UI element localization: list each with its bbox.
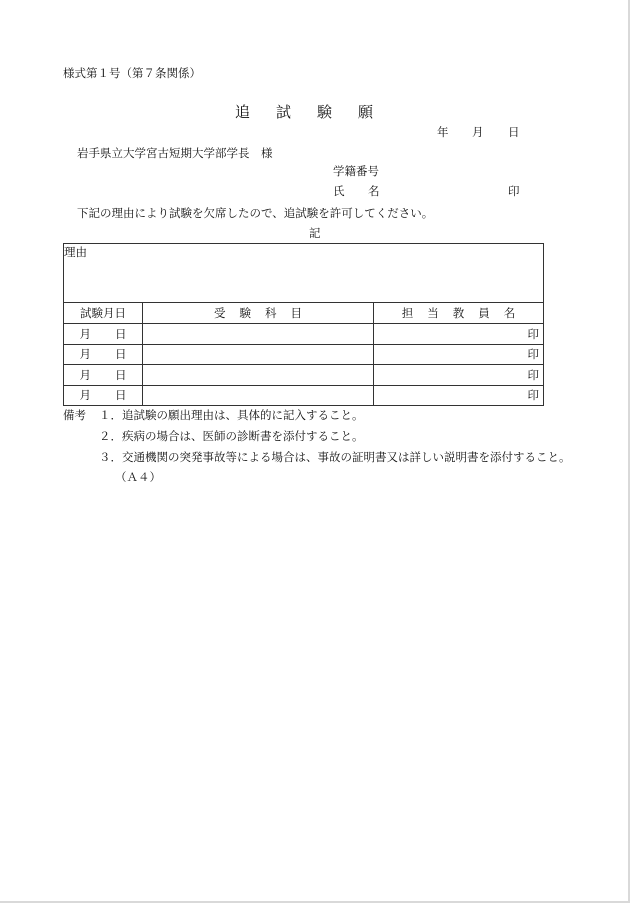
student-id-label: 学籍番号	[333, 164, 379, 178]
date-cell[interactable]: 月 日	[64, 344, 143, 365]
date-year-label: 年	[437, 125, 449, 139]
form-number: 様式第１号（第７条関係）	[63, 66, 201, 80]
col-header-date: 試験月日	[64, 303, 143, 324]
date-month-label: 月	[472, 125, 484, 139]
note-item: ３．交通機関の突発事故等による場合は、事故の証明書又は詳しい説明書を添付すること。	[99, 450, 571, 464]
date-cell[interactable]: 月 日	[64, 365, 143, 386]
col-header-teacher: 担 当 教 員 名	[374, 303, 544, 324]
teacher-cell[interactable]	[374, 385, 544, 406]
reason-cell[interactable]	[64, 244, 544, 303]
name-seal: 印	[508, 184, 520, 198]
title-char: 験	[317, 103, 333, 121]
request-text: 下記の理由により試験を欠席したので、追試験を許可してください。	[77, 206, 434, 220]
title-char: 願	[358, 103, 374, 121]
date-day-label: 日	[508, 125, 520, 139]
ki-label: 記	[309, 226, 321, 240]
teacher-cell[interactable]	[374, 344, 544, 365]
seal-mark: 印	[527, 367, 539, 382]
name-label-surname: 氏	[333, 184, 345, 198]
title-char: 追	[235, 103, 251, 121]
seal-mark: 印	[527, 388, 539, 403]
teacher-cell[interactable]	[374, 324, 544, 345]
table-header-row	[64, 303, 544, 324]
note-item: １．追試験の願出理由は、具体的に記入すること。	[99, 408, 364, 422]
reason-row	[64, 244, 544, 303]
table-row	[64, 385, 544, 406]
title-char: 試	[276, 103, 292, 121]
request-table	[63, 243, 544, 406]
subject-cell[interactable]	[143, 324, 374, 345]
reason-label: 理由	[64, 245, 87, 259]
table-row	[64, 324, 544, 345]
col-header-subject: 受 験 科 目	[143, 303, 374, 324]
note-item: ２．疾病の場合は、医師の診断書を添付すること。	[99, 429, 364, 443]
subject-cell[interactable]	[143, 385, 374, 406]
date-cell[interactable]: 月 日	[64, 324, 143, 345]
seal-mark: 印	[527, 347, 539, 362]
teacher-cell[interactable]	[374, 365, 544, 386]
name-label-given: 名	[368, 184, 380, 198]
date-cell[interactable]: 月 日	[64, 385, 143, 406]
addressee: 岩手県立大学宮古短期大学部学長 様	[77, 146, 273, 160]
notes-label: 備考	[63, 408, 86, 422]
seal-mark: 印	[527, 326, 539, 341]
table-row	[64, 344, 544, 365]
document-title	[222, 105, 386, 120]
subject-cell[interactable]	[143, 344, 374, 365]
subject-cell[interactable]	[143, 365, 374, 386]
table-row	[64, 365, 544, 386]
paper-size-note: （Ａ４）	[115, 470, 161, 484]
